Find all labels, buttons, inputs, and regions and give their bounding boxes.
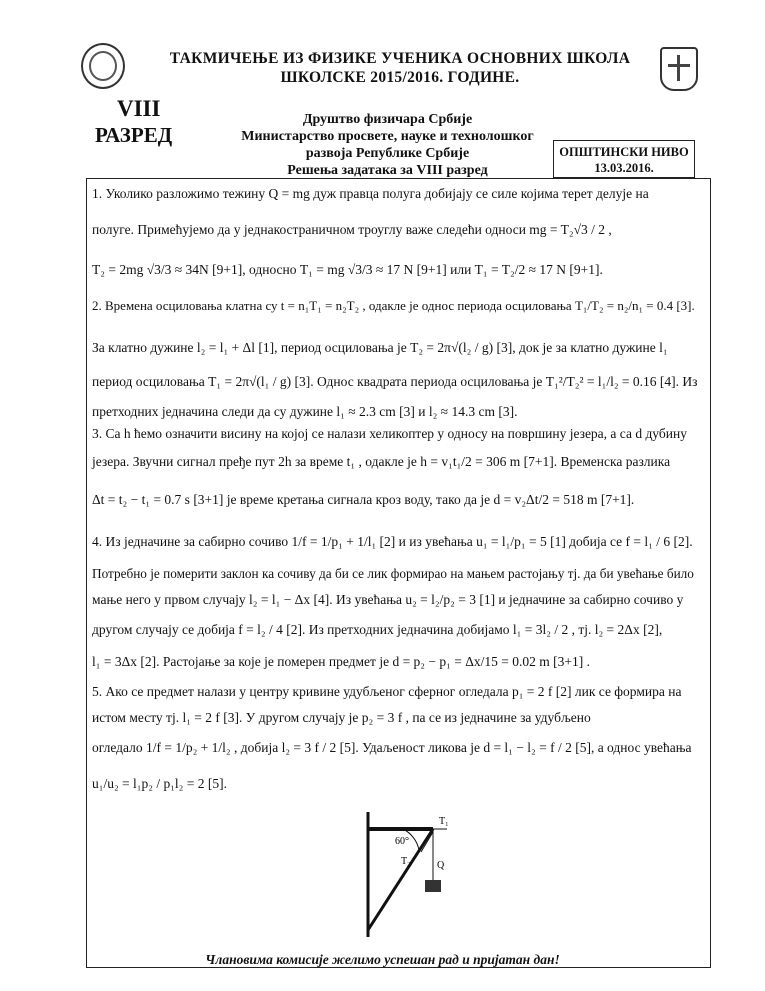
t2-label: T₂ [401,856,411,867]
footer-message: Члановима комисије желимо успешан рад и пријатан дан! [205,952,560,967]
school-year-title: ШКОЛСКЕ 2015/2016. ГОДИНЕ. [280,69,520,86]
solution-line: Потребно је померити заклон ка сочиву да би се лик формирао на мањем растојању тј. да би увећање било [92,566,694,581]
solution-line: u₁/u₂ = l₁p₂ / p₁l₂ = 2 [5]. [92,776,227,791]
org-line-1: Друштво физичара Србије [302,112,473,127]
angle-label: 60° [395,836,409,847]
solution-line: претходних једначина следи да су дужине l₁ ≈ 2.3 cm [3] и l₂ ≈ 14.3 cm [3]. [92,404,518,419]
org-line-3: развоја Републике Србије [305,146,470,161]
solution-line: T₂ = 2mg √3/3 ≈ 34N [9+1], односно T₁ = mg √3/3 ≈ 17 N [9+1] или T₁ = T₂/2 ≈ 17 N [9+1]. [92,262,603,277]
force-diagram [355,812,465,942]
exam-date: 13.03.2016. [594,161,654,175]
solution-line: огледало 1/f = 1/p₂ + 1/l₂ , добија l₂ = 3 f / 2 [5]. Удаљеност ликова је d = l₁ − l₂ = f / 2 [5], а однос увећања [92,740,692,755]
grade-label: РАЗРЕД [95,123,173,147]
level-label: ОПШТИНСКИ НИВО [559,145,689,159]
org-line-4: Решења задатака за VIII разред [287,163,488,178]
solution-line: 3. Са h ћемо означити висину на којој се налази хеликоптер у односу на површину језера, а са d дубину [92,426,687,441]
solution-line: истом месту тј. l₁ = 2 f [3]. У другом случају је p₂ = 3 f , па се из једначине за удубљено [92,710,591,725]
org-line-2: Министарство просвете, науке и технолошког [241,129,534,144]
grade-number: VIII [117,96,161,121]
solution-line: мање него у првом случају l₂ = l₁ − Δx [4]. Из увећања u₂ = l₂/p₂ = 3 [1] и једначине за сабирно сочиво у [92,592,684,607]
solution-line: 4. Из једначине за сабирно сочиво 1/f = 1/p₁ + 1/l₁ [2] и из увећања u₁ = l₁/p₁ = 5 [1] добија се f = l₁ / 6 [2]. [92,534,693,549]
solution-line: језера. Звучни сигнал пређе пут 2h за време t₁ , одакле је h = v₁t₁/2 = 306 m [7+1]. Временска разлика [92,454,671,469]
solution-line: Δt = t₂ − t₁ = 0.7 s [3+1] је време кретања сигнала кроз воду, тако да је d = v₂Δt/2 = 518 m [7+1]. [92,492,635,507]
t1-label: T₁ [439,816,449,827]
t2-vector [421,832,433,852]
solution-line: период осциловања T₁ = 2π√(l₁ / g) [3]. Однос квадрата периода осциловања је T₁²/T₂² = l₁/l₂ = 0.16 [4]. Из [92,374,698,389]
competition-logo [81,43,125,89]
solution-line: другом случају се добија f = l₂ / 4 [2]. Из претходних једначина добијамо l₁ = 3l₂ / 2 , тј. l₂ = 2Δx [2], [92,622,663,637]
solution-line: 1. Уколико разложимо тежину Q = mg дуж правца полуга добијају се силе којима терет делује на [92,186,649,201]
level-box [553,140,695,178]
serbia-coat-of-arms [660,47,698,91]
solution-line: 5. Ако се предмет налази у центру кривине удубљеног сферног огледала p₁ = 2 f [2] лик се формира на [92,684,682,699]
q-label: Q [437,860,445,871]
load-block [425,880,441,892]
solution-line: 2. Времена осциловања клатна су t = n₁T₁ = n₂T₂ , одакле је однос периода осциловања T₁/T₂ = n₂/n₁ = 0.4 [3]. [92,298,695,313]
solution-line: За клатно дужине l₂ = l₁ + Δl [1], период осциловања је T₂ = 2π√(l₂ / g) [3], док је за клатно дужине l₁ [92,340,668,355]
competition-title: ТАКМИЧЕЊЕ ИЗ ФИЗИКЕ УЧЕНИКА ОСНОВНИХ ШКОЛА [169,50,631,67]
solution-line: l₁ = 3Δx [2]. Растојање за које је померен предмет је d = p₂ − p₁ = Δx/15 = 0.02 m [3+1] . [92,654,590,669]
solution-line: полуге. Примећујемо да у једнакостраничном троуглу важе следећи односи mg = T₂√3 / 2 , [92,222,612,237]
